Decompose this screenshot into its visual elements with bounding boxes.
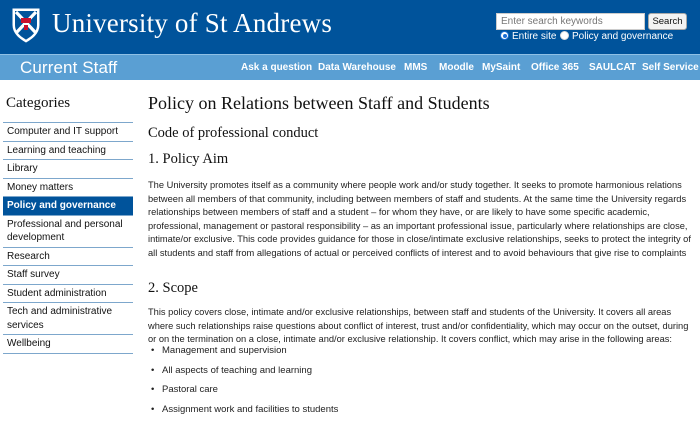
category-computer-it-support[interactable]: Computer and IT support: [3, 123, 133, 142]
nav-link-office-365[interactable]: Office 365: [531, 62, 579, 73]
conflict-areas-list: [150, 344, 550, 422]
scope-policy-label: Policy and governance: [572, 31, 674, 42]
category-money-matters[interactable]: Money matters: [3, 179, 133, 198]
university-crest-icon[interactable]: [11, 7, 41, 43]
category-learning-teaching[interactable]: Learning and teaching: [3, 142, 133, 161]
site-title[interactable]: University of St Andrews: [52, 8, 333, 38]
page-title: Policy on Relations between Staff and Students: [148, 93, 490, 113]
categories-list: [3, 122, 133, 354]
section-heading-scope: 2. Scope: [148, 280, 198, 296]
category-tech-admin-services[interactable]: Tech and administrative services: [3, 303, 133, 335]
radio-selected-icon[interactable]: [500, 31, 509, 40]
category-policy-governance[interactable]: Policy and governance: [3, 197, 133, 216]
policy-aim-paragraph: The University promotes itself as a community where people work and/or study together. It seeks to promote harmonious relations between all members of that community, including between members of staff and students. At the same time the University regards relationships between members of staff and a student – for whom they have, or are likely to have some specific academic, professional, management or pastoral responsibility – as an important professional issue, particularly where relationships are close, intimate/or exclusive. This code provides guidance for those in close/intimate exclusive relationships, seeks to protect the integrity of all students and staff from allegations of actual or perceived conflicts of interest and to avoid behaviours that give rise to complaints: [148, 180, 691, 258]
nav-link-mms[interactable]: MMS: [404, 62, 428, 73]
scope-policy-radio[interactable]: [560, 31, 673, 43]
nav-link-self-service[interactable]: Self Service: [642, 62, 699, 73]
site-header: [0, 0, 700, 54]
list-item: • Management and supervision: [150, 344, 550, 364]
category-staff-survey[interactable]: Staff survey: [3, 266, 133, 285]
list-item: • Assignment work and facilities to students: [150, 403, 550, 423]
top-navigation: [0, 54, 700, 80]
category-professional-development[interactable]: Professional and personal development: [3, 216, 133, 248]
category-research[interactable]: Research: [3, 248, 133, 267]
scope-entire-site-label: Entire site: [512, 31, 557, 42]
nav-link-mysaint[interactable]: MySaint: [482, 62, 521, 73]
page-subtitle: Code of professional conduct: [148, 125, 319, 141]
list-item: • All aspects of teaching and learning: [150, 364, 550, 384]
search-input[interactable]: Enter search keywords: [496, 13, 645, 30]
list-item: • Pastoral care: [150, 383, 550, 403]
nav-link-data-warehouse[interactable]: Data Warehouse: [318, 62, 396, 73]
nav-link-moodle[interactable]: Moodle: [439, 62, 474, 73]
category-student-administration[interactable]: Student administration: [3, 285, 133, 304]
scope-paragraph: This policy covers close, intimate and/or exclusive relationships, between staff and students of the University. It covers all areas where such relationships raise questions about conflict of interest, trust and/or confidentiality, which may occur on the outset, during or on the termination on a close, intimate and/or exclusive relationship. It covers conflict, which may arise in the following areas:: [148, 307, 689, 345]
nav-link-ask-a-question[interactable]: Ask a question: [241, 62, 313, 73]
section-heading-policy-aim: 1. Policy Aim: [148, 151, 229, 167]
scope-entire-site-radio[interactable]: [500, 31, 556, 43]
nav-link-saulcat[interactable]: SAULCAT: [589, 62, 637, 73]
search-button[interactable]: Search: [648, 13, 687, 30]
category-wellbeing[interactable]: Wellbeing: [3, 335, 133, 354]
radio-unselected-icon[interactable]: [560, 31, 569, 40]
category-library[interactable]: Library: [3, 160, 133, 179]
section-title[interactable]: Current Staff: [20, 58, 118, 77]
categories-heading: Categories: [6, 95, 71, 111]
